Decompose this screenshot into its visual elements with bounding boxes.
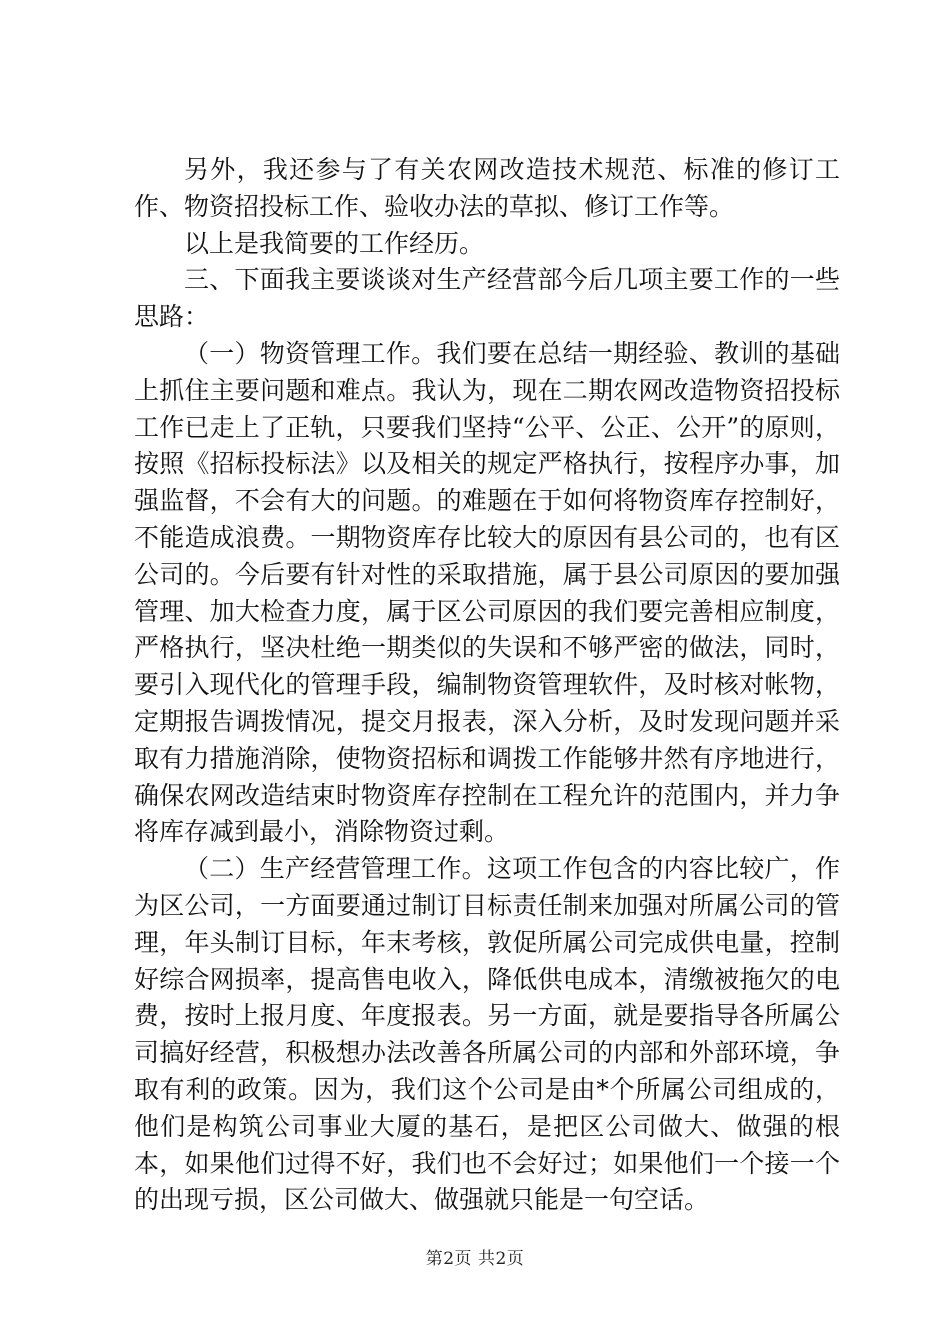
document-body <box>134 152 840 1219</box>
paragraph-production-management: （二）生产经营管理工作。这项工作包含的内容比较广，作为区公司，一方面要通过制订目标责任制来加强对所属公司的管理，年头制订目标，年末考核，敦促所属公司完成供电量，控制好综合网损率，提高售电收入，降低供电成本，清缴被拖欠的电费，按时上报月度、年度报表。另一方面，就是要指导各所属公司搞好经营，积极想办法改善各所属公司的内部和外部环境，争取有利的政策。因为，我们这个公司是由*个所属公司组成的，他们是构筑公司事业大厦的基石，是把区公司做大、做强的根本，如果他们过得不好，我们也不会好过；如果他们一个接一个的出现亏损，区公司做大、做强就只能是一句空话。 <box>134 854 840 1215</box>
page-number-footer: 第2页 共2页 <box>425 1249 525 1269</box>
paragraph-other-work: 另外，我还参与了有关农网改造技术规范、标准的修订工作、物资招投标工作、验收办法的草拟、修订工作等。 <box>134 155 840 221</box>
paragraph-experience-summary: 以上是我简要的工作经历。 <box>184 228 485 258</box>
paragraph-section-three-heading: 三、下面我主要谈谈对生产经营部今后几项主要工作的一些思路： <box>134 265 840 332</box>
paragraph-materials-management: （一）物资管理工作。我们要在总结一期经验、教训的基础上抓住主要问题和难点。我认为，现在二期农网改造物资招投标工作已走上了正轨，只要我们坚持“公平、公正、公开”的原则，按照《招标投标法》以及相关的规定严格执行，按程序办事，加强监督，不会有大的问题。的难题在于如何将物资库存控制好，不能造成浪费。一期物资库存比较大的原因有县公司的，也有区公司的。今后要有针对性的采取措施，属于县公司原因的要加强管理、加大检查力度，属于区公司原因的我们要完善相应制度，严格执行，坚决杜绝一期类似的失误和不够严密的做法，同时，要引入现代化的管理手段，编制物资管理软件，及时核对帐物，定期报告调拨情况，提交月报表，深入分析，及时发现问题并采取有力措施消除，使物资招标和调拨工作能够井然有序地进行，确保农网改造结束时物资库存控制在工程允许的范围内，并力争将库存减到最小，消除物资过剩。 <box>134 338 840 847</box>
